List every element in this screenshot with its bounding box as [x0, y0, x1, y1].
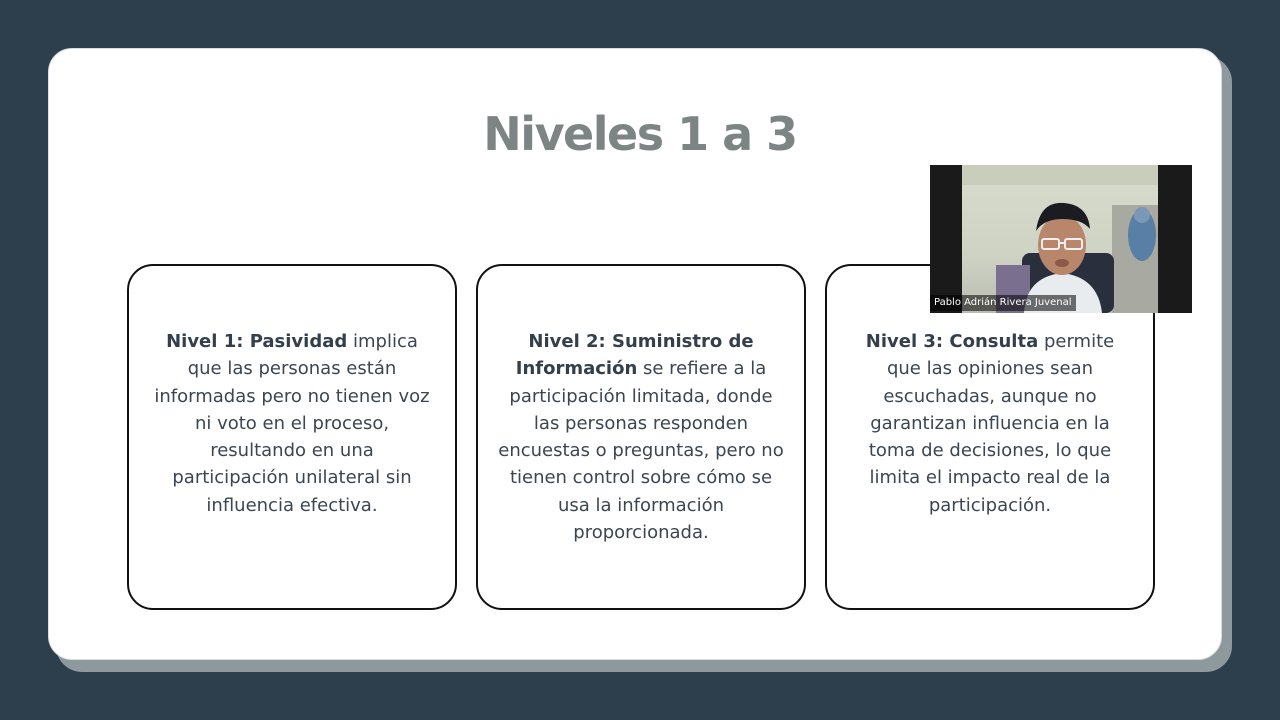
level-1-card — [127, 264, 457, 610]
level-1-text — [153, 328, 431, 519]
level-1-body: implica que las personas están informadas pero no tienen voz ni voto en el proceso, resultando en una participación unilateral sin influencia efectiva. — [154, 331, 430, 516]
level-3-text — [851, 328, 1129, 519]
level-2-body: se refiere a la participación limitada, donde las personas responden encuestas o preguntas, pero no tienen control sobre cómo se usa la información proporcionada. — [498, 358, 784, 544]
participant-avatar-icon — [962, 165, 1158, 313]
level-3-card — [825, 264, 1155, 610]
level-2-text — [496, 328, 786, 546]
level-2-card — [476, 264, 806, 610]
participant-video-tile[interactable] — [930, 165, 1192, 313]
level-3-body: permite que las opiniones sean escuchadas, aunque no garantizan influencia en la toma de decisiones, lo que limita el impacto real de la participación. — [868, 331, 1115, 516]
participant-name-label: Pablo Adrián Rivera Juvenal — [930, 295, 1076, 311]
level-3-heading: Nivel 3: Consulta — [865, 331, 1039, 352]
slide-title: Niveles 1 a 3 — [483, 107, 797, 161]
level-1-heading: Nivel 1: Pasividad — [166, 331, 348, 352]
participant-video-feed — [962, 165, 1158, 313]
level-2-heading: Nivel 2: Suministro de Información — [515, 331, 754, 380]
